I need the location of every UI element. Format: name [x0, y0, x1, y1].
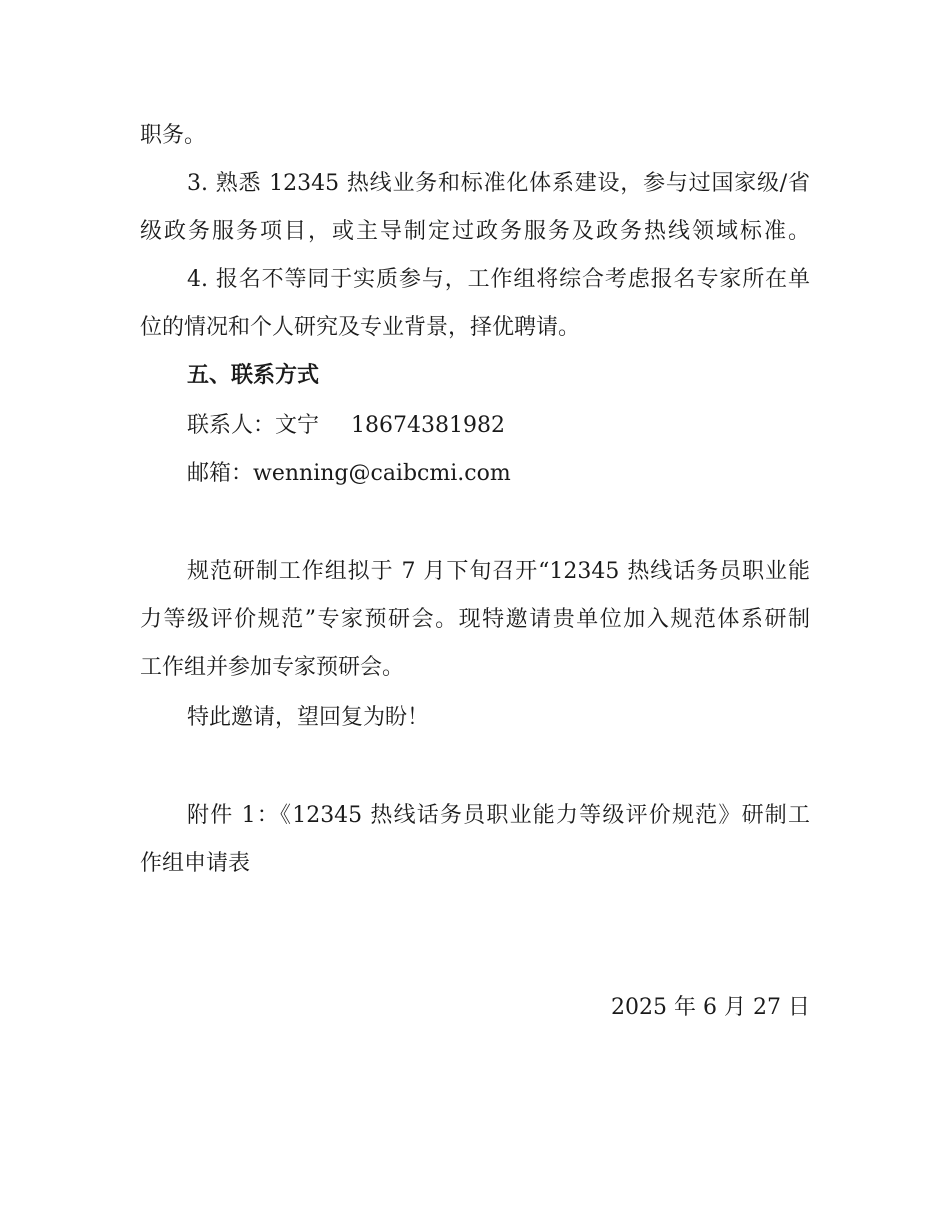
invitation-line-1: 规范研制工作组拟于 7 月下旬召开“12345 热线话务员职业能: [187, 559, 810, 584]
requirement-4-line-1: 4. 报名不等同于实质参与，工作组将综合考虑报名专家所在单: [187, 267, 810, 292]
requirement-3-line-1: 3. 熟悉 12345 热线业务和标准化体系建设，参与过国家级/省: [187, 171, 810, 196]
attachment-line-1: 附件 1：《12345 热线话务员职业能力等级评价规范》研制工: [187, 803, 810, 828]
contact-person-name: 文宁: [275, 413, 320, 438]
contact-person: [187, 402, 810, 450]
invitation-closing: 特此邀请，望回复为盼！: [187, 705, 430, 730]
requirement-2-tail: 职务。: [140, 123, 207, 148]
contact-email[interactable]: wenning@caibcmi.com: [253, 461, 511, 486]
invitation-line-2: 力等级评价规范”专家预研会。现特邀请贵单位加入规范体系研制: [140, 607, 810, 632]
requirement-4-line-2: 位的情况和个人研究及专业背景，择优聘请。: [140, 315, 581, 340]
attachment-line-2: 作组申请表: [140, 851, 251, 876]
document-date: 2025 年 6 月 27 日: [611, 995, 810, 1020]
invitation-line-3: 工作组并参加专家预研会。: [140, 655, 405, 680]
contact-email-row: [187, 450, 810, 498]
contact-heading: 五、联系方式: [187, 363, 320, 388]
contact-email-label: 邮箱：: [187, 461, 254, 486]
contact-person-label: 联系人：: [187, 413, 276, 438]
contact-phone[interactable]: 18674381982: [351, 413, 505, 438]
requirement-3-line-2: 级政务服务项目，或主导制定过政务服务及政务热线领域标准。: [140, 219, 810, 244]
